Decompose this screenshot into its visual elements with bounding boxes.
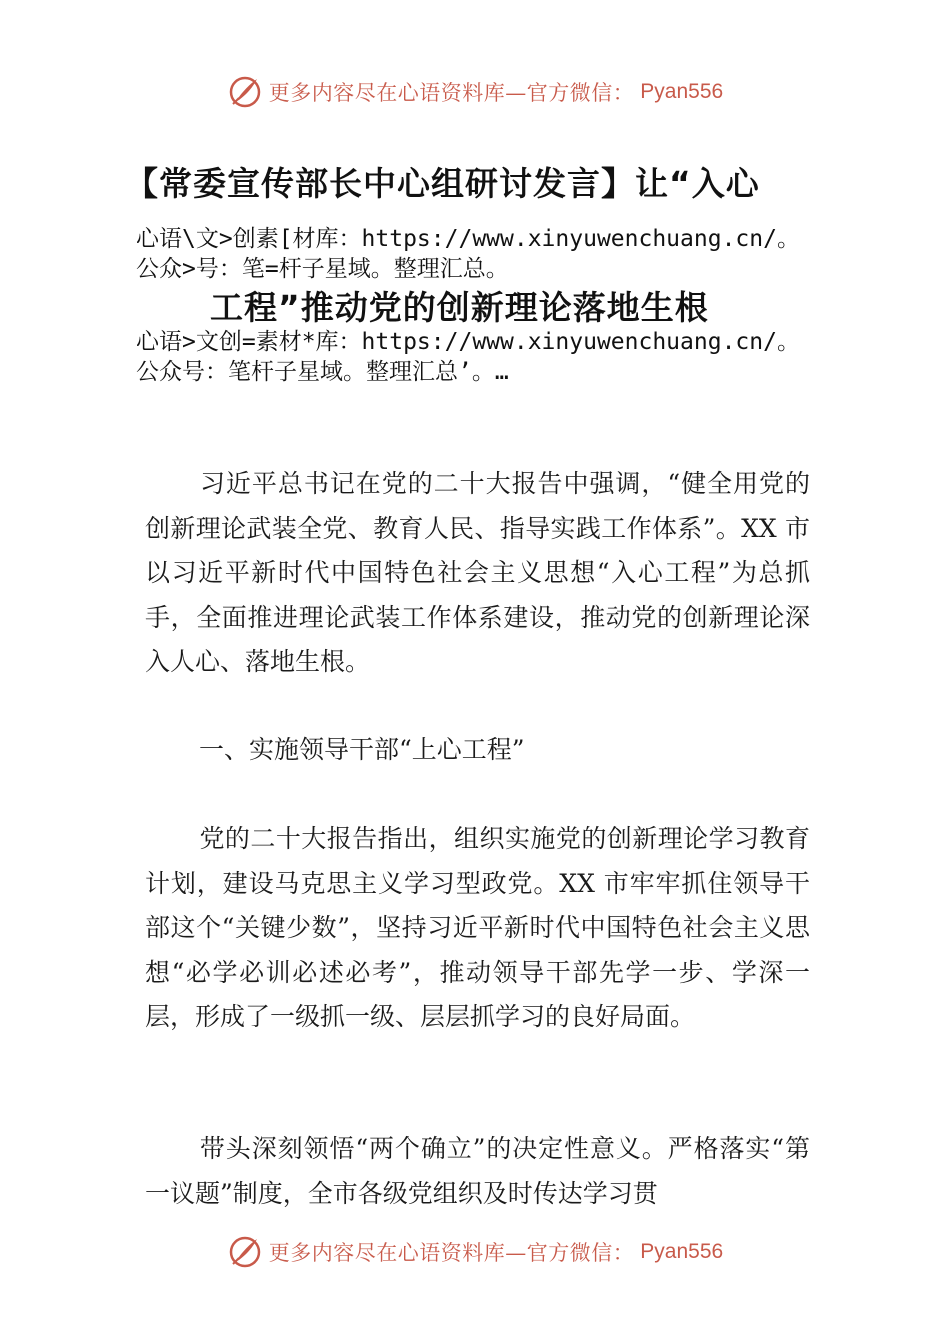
watermark-wechat-id: Pyan556 bbox=[640, 80, 724, 103]
source-note-2-line1: 心语>文创=素材*库：https://www.xinyuwenchuang.cn/。 bbox=[136, 329, 800, 355]
watermark-wechat-id-footer: Pyan556 bbox=[640, 1240, 724, 1263]
source-note-1-line2: 公众>号：笔=杆子星域。整理汇总。 bbox=[136, 256, 509, 282]
section-heading-1 bbox=[145, 728, 810, 773]
source-note-1-line1: 心语\文>创素[材库：https://www.xinyuwenchuang.cn/。 bbox=[136, 226, 800, 252]
quill-circle-icon bbox=[227, 74, 263, 110]
quill-circle-icon bbox=[227, 1234, 263, 1270]
footer-watermark bbox=[0, 1232, 950, 1272]
paragraph-2-text: 党的二十大报告指出，组织实施党的创新理论学习教育计划，建设马克思主义学习型政党。XX 市牢牢抓住领导干部这个“关键少数”，坚持习近平新时代中国特色社会主义思想“必学必训必述必考”，推动领导干部先学一步、学深一层，形成了一级抓一级、层层抓学习的良好局面。 bbox=[145, 824, 810, 1031]
body-paragraph-3 bbox=[145, 1127, 810, 1216]
document-title-line1: 【常委宣传部长中心组研讨发言】让“入心 bbox=[125, 164, 760, 203]
watermark-text-footer: 更多内容尽在心语资料库—官方微信： bbox=[268, 1241, 635, 1265]
source-note-2-line2: 公众号：笔杆子星域。整理汇总’。… bbox=[136, 359, 509, 385]
paragraph-1-text: 习近平总书记在党的二十大报告中强调，“健全用党的创新理论武装全党、教育人民、指导实践工作体系”。XX 市以习近平新时代中国特色社会主义思想“入心工程”为总抓手，全面推进理论武装工作体系建设，推动党的创新理论深入人心、落地生根。 bbox=[145, 469, 810, 676]
watermark-text: 更多内容尽在心语资料库—官方微信： bbox=[268, 81, 635, 105]
body-paragraph-2 bbox=[145, 817, 810, 1040]
document-title-line2: 工程”推动党的创新理论落地生根 bbox=[210, 288, 709, 327]
body-paragraph-1 bbox=[145, 462, 810, 685]
paragraph-3-text: 带头深刻领悟“两个确立”的决定性意义。严格落实“第一议题”制度，全市各级党组织及时传达学习贯 bbox=[145, 1134, 810, 1208]
section-heading-1-text: 一、实施领导干部“上心工程” bbox=[199, 735, 525, 764]
header-watermark bbox=[0, 72, 950, 112]
